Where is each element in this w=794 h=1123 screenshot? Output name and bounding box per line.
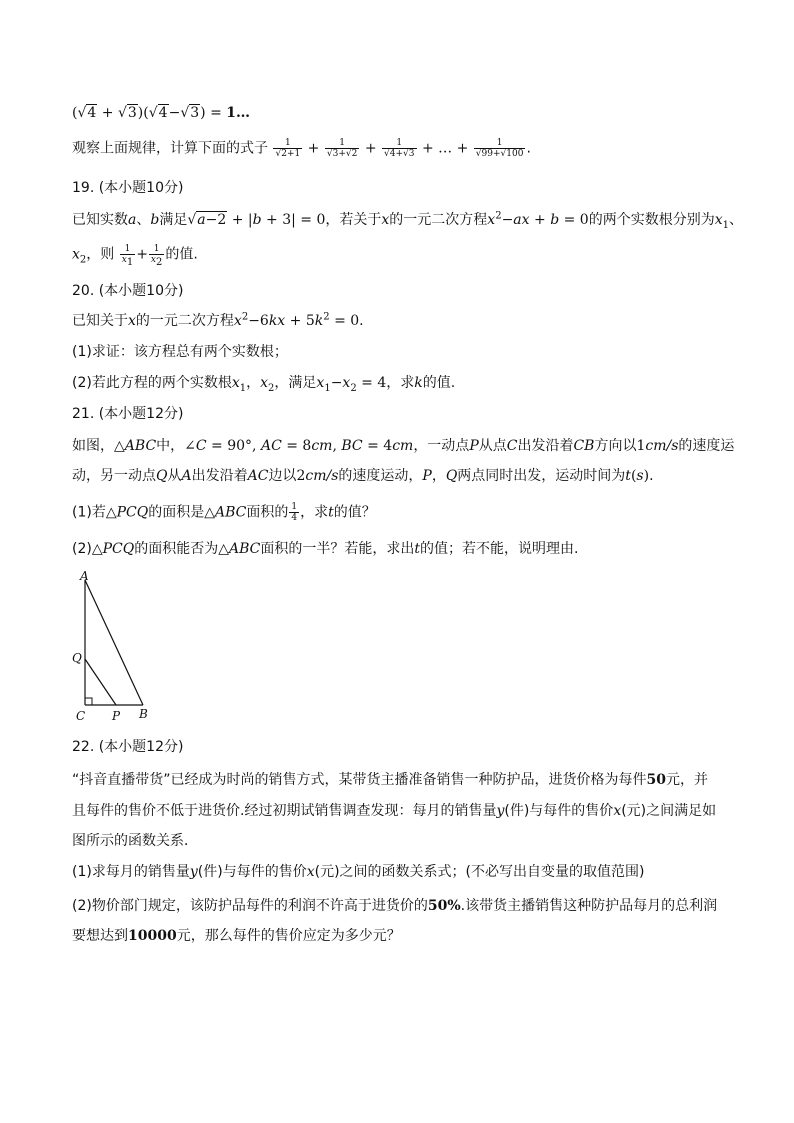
q21-part1: (1)若△PCQ的面积是△ABC面积的 $\frac{1}{4}$ ，求t的值？ (72, 502, 376, 523)
q20-part2: (2)若此方程的两个实数根$x_1$，$x_2$，满足$x_1-x_2 = 4$，求k的值. (72, 375, 456, 394)
side-ab (85, 580, 143, 705)
pattern-question: 观察上面规律，计算下面的式子 $\frac{1}{√2+1}$ + $\frac{1}{√3+√2}$ + $\frac{1}{√4+√3}$ + … + $\frac{1}{√99+√100}$ . (72, 138, 531, 159)
q22-part2-cont: 要想达到10000元，那么每件的售价应定为多少元？ (72, 928, 401, 944)
q22-line3: 图所示的函数关系． (72, 833, 198, 849)
pattern-formula: (√4 + √3)(√4−√3) = 1… (72, 105, 250, 121)
q22-title: 22. (本小题12分) (72, 739, 184, 755)
triangle-figure (70, 568, 160, 726)
q21-title: 21. (本小题12分) (72, 406, 184, 422)
q19-title: 19. (本小题10分) (72, 180, 184, 196)
q20-stem: 已知关于x的一元二次方程$x^2-6kx + 5k^2 = 0$. (72, 311, 364, 329)
label-q: Q (72, 651, 82, 665)
label-c: C (76, 709, 86, 723)
right-angle-mark (85, 698, 92, 705)
q22-line2: 且每件的售价不低于进货价.经过初期试销售调查发现：每月的销售量y(件)与每件的售价x(元)之间满足如 (72, 803, 717, 819)
label-p: P (112, 709, 121, 723)
q21-line1: 如图，△ABC中，∠C = 90°, AC = 8cm, BC = 4cm，一动点P从点C出发沿着CB方向以1cm/s的速度运 (72, 438, 735, 454)
q20-title: 20. (本小题10分) (72, 283, 184, 299)
q22-part1: (1)求每月的销售量y(件)与每件的售价x(元)之间的函数关系式；(不必写出自变量的取值范围) (72, 864, 645, 880)
q22-part2: (2)物价部门规定，该防护品每件的利润不许高于进货价的50%.该带货主播销售这种防护品每月的总利润 (72, 898, 718, 914)
q19-line2: $x_2$，则 $\frac{1}{x_1}$ + $\frac{1}{x_2}$ 的值. (72, 244, 198, 268)
q21-line2: 动，另一动点Q从A出发沿着AC边以2cm/s的速度运动，P，Q两点同时出发，运动时间为t(s). (72, 468, 654, 484)
q22-line1: “抖音直播带货”已经成为时尚的销售方式，某带货主播准备销售一种防护品，进货价格为每件50元，并 (72, 772, 708, 788)
label-b: B (139, 707, 148, 721)
label-a: A (80, 569, 89, 583)
q20-part1: (1)求证：该方程总有两个实数根； (72, 344, 288, 360)
q21-part2: (2)△PCQ的面积能否为△ABC面积的一半？若能，求出t的值；若不能，说明理由. (72, 541, 579, 557)
q19-line1: 已知实数a、b满足√a−2 + |b + 3| = 0，若关于x的一元二次方程$x^2-ax + b = 0$的两个实数根分别为$x_1$、 (72, 210, 743, 231)
